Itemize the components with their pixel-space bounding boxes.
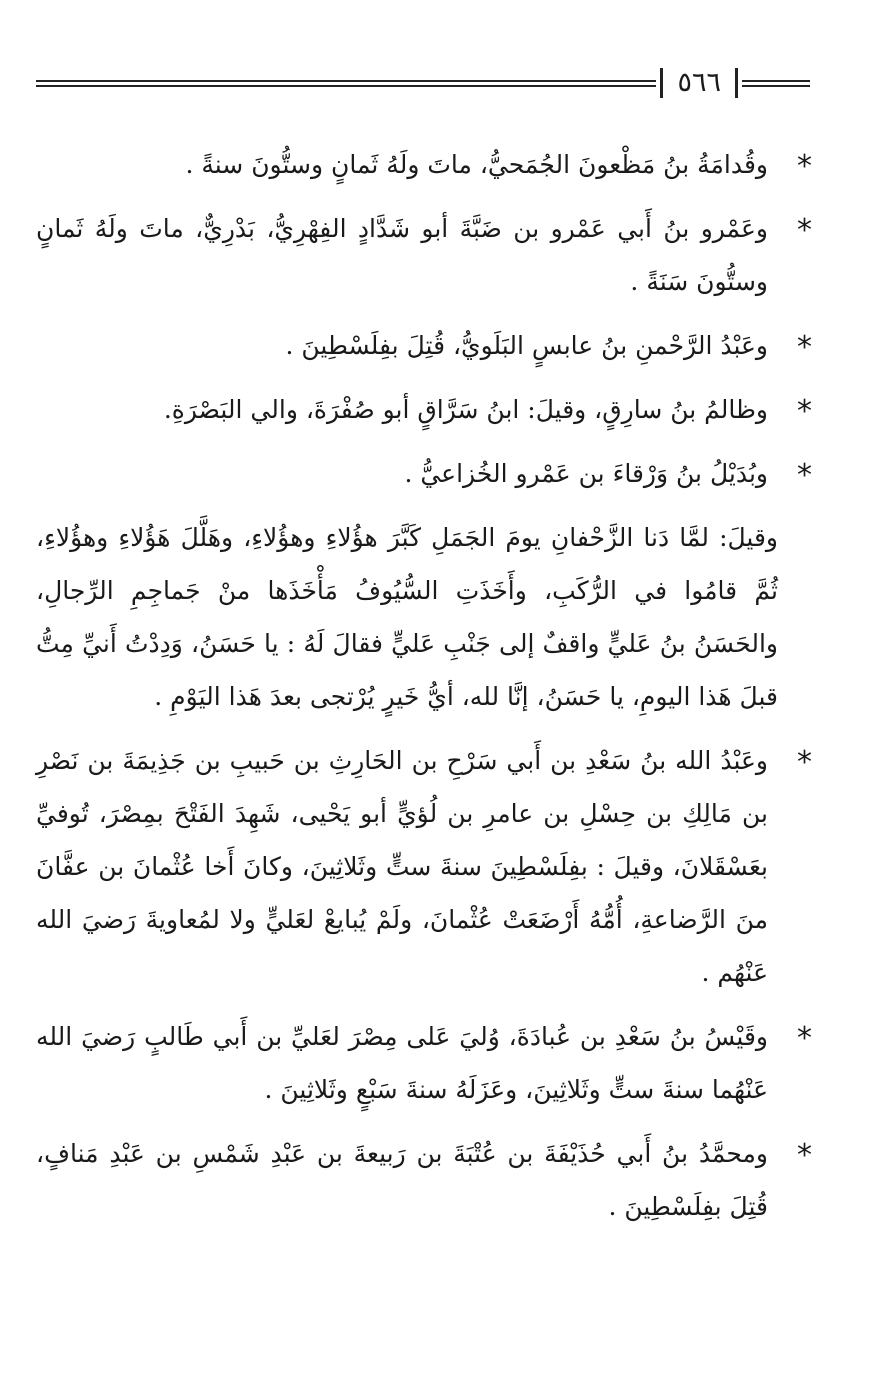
biography-entry <box>36 383 812 436</box>
page-number: ٥٦٦ <box>677 67 721 98</box>
biography-entry <box>36 1127 812 1233</box>
biography-entry <box>36 447 812 500</box>
entry-text: وظالمُ بنُ سارِقٍ، وقيلَ: ابنُ سَرَّاقٍ أبو صُفْرَةَ، والي البَصْرَةِ. <box>163 395 768 424</box>
asterisk-marker: * <box>797 330 812 365</box>
narrative-paragraph <box>36 511 812 723</box>
asterisk-marker: * <box>797 745 812 780</box>
page-body <box>36 138 812 1278</box>
biography-entry <box>36 138 812 191</box>
entry-text: وقُدامَةُ بنُ مَظْعونَ الجُمَحيُّ، ماتَ ولَهُ ثَمانٍ وستُّونَ سنةً . <box>185 150 768 179</box>
header-rule-divider <box>660 68 663 98</box>
biography-entry <box>36 319 812 372</box>
asterisk-marker: * <box>797 1021 812 1056</box>
page-header <box>36 66 810 100</box>
biography-entry <box>36 1010 812 1116</box>
entry-text: ومحمَّدُ بنُ أَبي حُذَيْفَةَ بن عُتْبَةَ بن رَبيعةَ بن عَبْدِ شَمْسِ بن عَبْدِ مَنافٍ، قُتِلَ بفِلَسْطِينَ . <box>36 1139 768 1221</box>
entry-text: وبُدَيْلُ بنُ وَرْقاءَ بن عَمْرو الخُزاعيُّ . <box>404 459 768 488</box>
asterisk-marker: * <box>797 1138 812 1173</box>
entry-text: وعَبْدُ الرَّحْمنِ بنُ عابسٍ البَلَويُّ، قُتِلَ بفِلَسْطِينَ . <box>285 331 768 360</box>
header-rule-long <box>36 80 656 87</box>
header-rule-short <box>742 80 810 87</box>
biography-entry <box>36 202 812 308</box>
entry-text: وعَمْرو بنُ أَبي عَمْرو بن ضَبَّةَ أبو شَدَّادٍ الفِهْرِيُّ، بَدْرِيٌّ، ماتَ ولَهُ ثَمانٍ وستُّونَ سَنَةً . <box>36 214 768 296</box>
asterisk-marker: * <box>797 394 812 429</box>
asterisk-marker: * <box>797 213 812 248</box>
biography-entry <box>36 734 812 999</box>
header-rule-divider <box>735 68 738 98</box>
asterisk-marker: * <box>797 149 812 184</box>
entry-text: وقَيْسُ بنُ سَعْدِ بن عُبادَةَ، وُليَ عَلى مِصْرَ لعَليِّ بن أَبي طَالبٍ رَضيَ الله عَنْهُما سنةَ ستٍّ وثَلاثِينَ، وعَزَلَهُ سنةَ سَبْعٍ وثَلاثِينَ . <box>36 1022 768 1104</box>
paragraph-text: وقيلَ: لمَّا دَنا الزَّحْفانِ يومَ الجَمَلِ كَبَّرَ هؤُلاءِ وهؤُلاءِ، وهَلَّلَ هَؤُلاءِ وهؤُلاءِ، ثُمَّ قامُوا في الرُّكَبِ، وأَخَذَتِ السُّيُوفُ مَأْخَذَها منْ جَماجِمِ الرِّجالِ، والحَسَنُ بنُ عَليٍّ واقفٌ إلى جَنْبِ عَليٍّ فقالَ لَهُ : يا حَسَنُ، وَدِدْتُ أَنيِّ مِتُّ قبلَ هَذا اليومِ، يا حَسَنُ، إنَّا لله، أيُّ خَيرٍ يُرْتجى بعدَ هَذا اليَوْمِ . <box>36 523 778 711</box>
entry-text: وعَبْدُ الله بنُ سَعْدِ بن أَبي سَرْحِ بن الحَارِثِ بن حَبيبِ بن جَذِيمَةَ بن نَصْرِ بن مَالِكِ بن حِسْلِ بن عامرِ بن لُؤيٍّ أبو يَحْيى، شَهِدَ الفَتْحَ بمِصْرَ، تُوفيِّ بعَسْقَلانَ، وقيلَ : بفِلَسْطِينَ سنةَ ستٍّ وثَلاثِينَ، وكانَ أَخا عُثْمانَ بن عفَّانَ منَ الرَّضاعةِ، أُمُّهُ أَرْضَعَتْ عُثْمانَ، ولَمْ يُبايعْ لعَليٍّ ولا لمُعاويةَ رَضيَ الله عَنْهُم . <box>36 746 768 987</box>
asterisk-marker: * <box>797 458 812 493</box>
